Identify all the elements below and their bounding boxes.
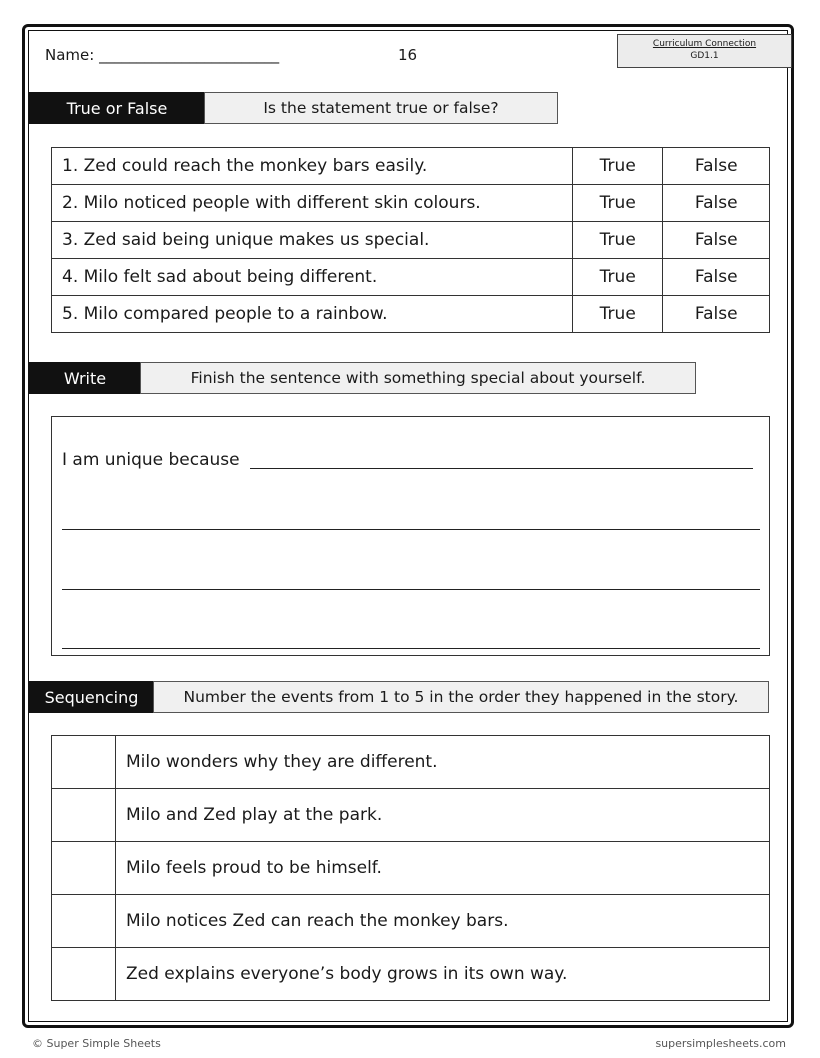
sequencing-tab: Sequencing [29, 681, 154, 713]
write-line[interactable] [62, 648, 760, 649]
event-text: Milo wonders why they are different. [116, 736, 770, 789]
sequence-number-box[interactable] [52, 842, 116, 895]
write-instruction: Finish the sentence with something special about yourself. [140, 362, 696, 394]
table-row [52, 736, 770, 789]
table-row [52, 948, 770, 1001]
curriculum-connection-code: GD1.1 [690, 51, 719, 61]
event-text: Milo notices Zed can reach the monkey bars. [116, 895, 770, 948]
true-option[interactable]: True [573, 259, 663, 296]
sequence-number-box[interactable] [52, 789, 116, 842]
curriculum-connection-box [617, 34, 792, 68]
sequence-number-box[interactable] [52, 895, 116, 948]
table-row [52, 185, 770, 222]
curriculum-connection-title: Curriculum Connection [652, 39, 757, 49]
write-line[interactable] [62, 529, 760, 530]
statement-text: 4. Milo felt sad about being different. [52, 259, 573, 296]
false-option[interactable]: False [663, 222, 770, 259]
write-line[interactable] [250, 468, 753, 469]
statement-text: 3. Zed said being unique makes us special. [52, 222, 573, 259]
name-field[interactable]: Name: ________________________ [45, 46, 280, 64]
table-row [52, 842, 770, 895]
table-row [52, 895, 770, 948]
event-text: Milo and Zed play at the park. [116, 789, 770, 842]
footer-copyright: © Super Simple Sheets [32, 1037, 161, 1050]
statement-text: 2. Milo noticed people with different skin colours. [52, 185, 573, 222]
table-row [52, 789, 770, 842]
true-false-instruction: Is the statement true or false? [204, 92, 558, 124]
true-false-tab: True or False [29, 92, 205, 124]
sequencing-table [51, 735, 770, 1001]
table-row [52, 259, 770, 296]
statement-text: 5. Milo compared people to a rainbow. [52, 296, 573, 333]
false-option[interactable]: False [663, 185, 770, 222]
table-row [52, 296, 770, 333]
page-number: 16 [398, 46, 418, 64]
false-option[interactable]: False [663, 259, 770, 296]
true-option[interactable]: True [573, 296, 663, 333]
true-option[interactable]: True [573, 148, 663, 185]
write-line[interactable] [62, 589, 760, 590]
event-text: Milo feels proud to be himself. [116, 842, 770, 895]
false-option[interactable]: False [663, 148, 770, 185]
table-row [52, 148, 770, 185]
true-option[interactable]: True [573, 222, 663, 259]
sequencing-instruction: Number the events from 1 to 5 in the order they happened in the story. [153, 681, 769, 713]
false-option[interactable]: False [663, 296, 770, 333]
statement-text: 1. Zed could reach the monkey bars easily. [52, 148, 573, 185]
true-false-table [51, 147, 770, 333]
write-prompt: I am unique because [62, 450, 240, 470]
table-row [52, 222, 770, 259]
true-option[interactable]: True [573, 185, 663, 222]
write-tab: Write [29, 362, 141, 394]
event-text: Zed explains everyone’s body grows in its own way. [116, 948, 770, 1001]
sequence-number-box[interactable] [52, 948, 116, 1001]
footer-website[interactable]: supersimplesheets.com [655, 1037, 786, 1050]
sequence-number-box[interactable] [52, 736, 116, 789]
